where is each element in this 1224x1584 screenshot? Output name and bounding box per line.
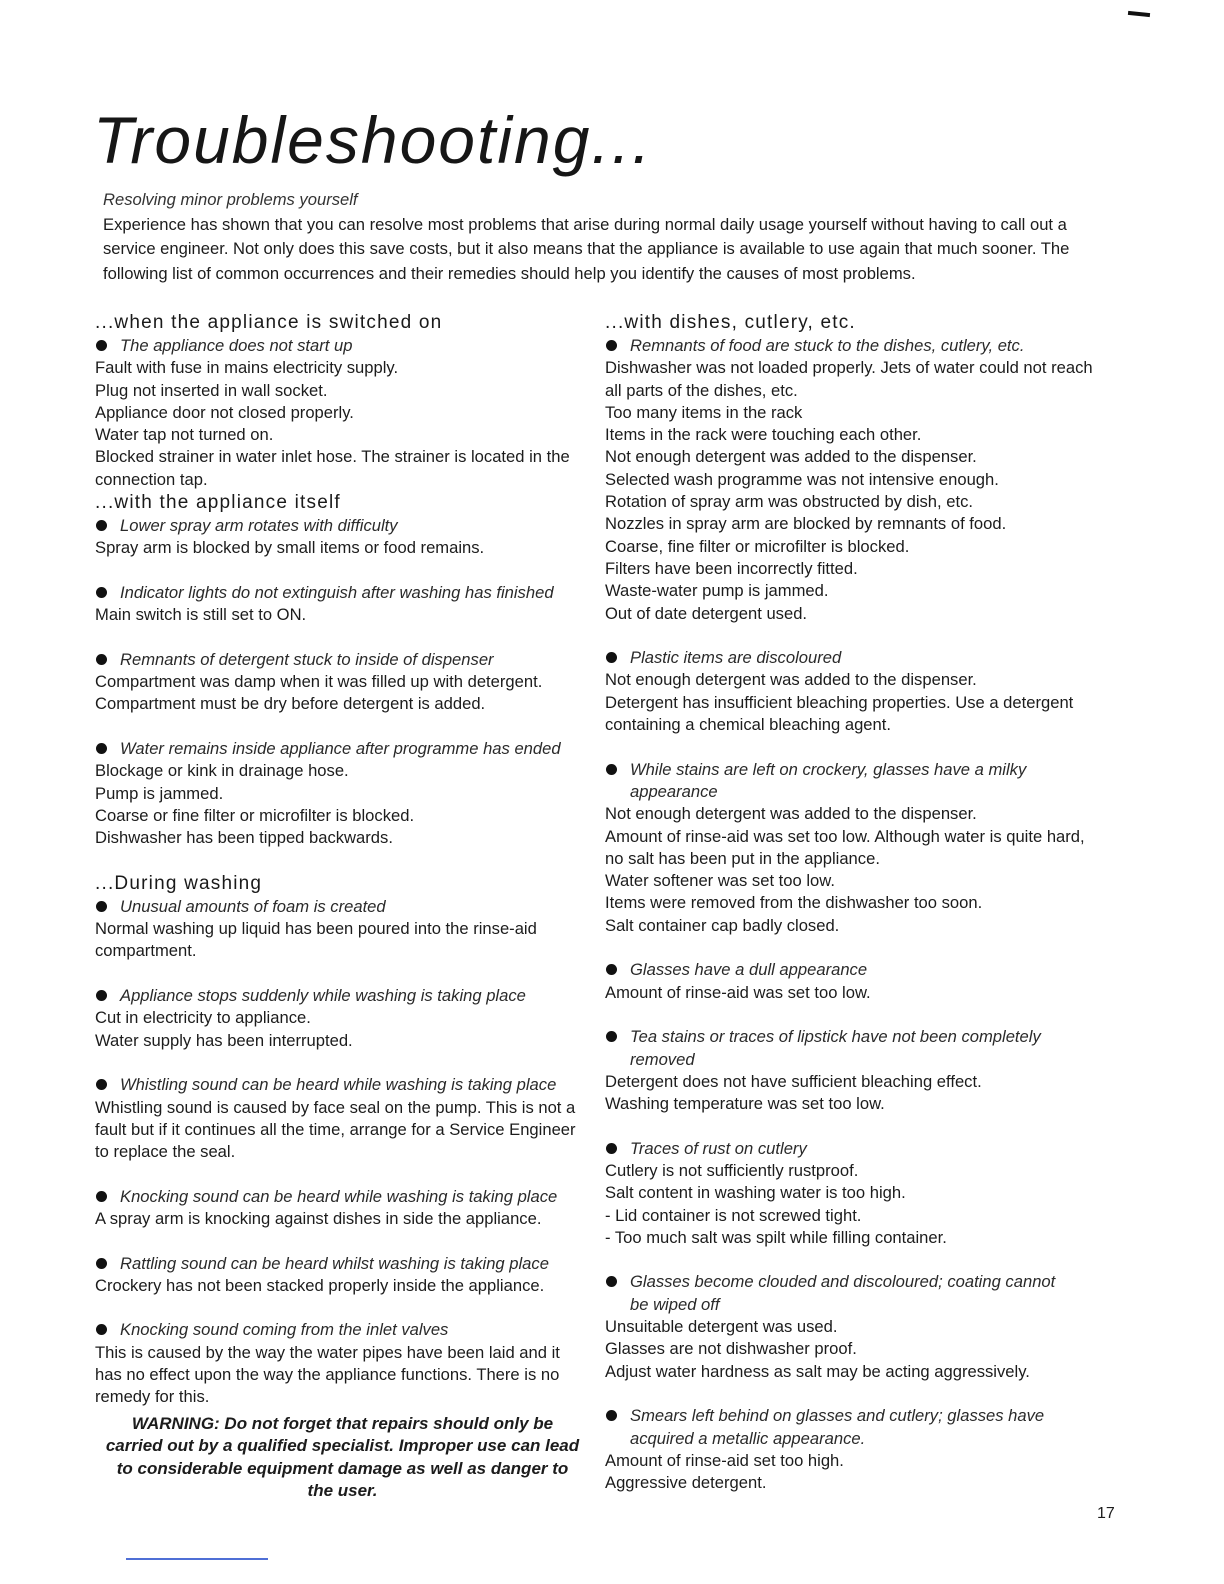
bullet-icon — [96, 654, 107, 665]
cause-line: Rotation of spray arm was obstructed by dish, etc. — [605, 492, 973, 512]
bullet-icon — [96, 1324, 107, 1335]
symptom — [605, 1405, 1100, 1450]
symptom-text: Water remains inside appliance after programme has ended — [120, 739, 561, 759]
bullet-icon — [606, 1143, 617, 1154]
cause-line: Cutlery is not sufficiently rustproof. — [605, 1160, 859, 1180]
intro — [103, 188, 1083, 286]
symptom-text: Rattling sound can be heard whilst washing is taking place — [120, 1253, 549, 1273]
symptom-text: Traces of rust on cutlery — [630, 1138, 807, 1158]
cause-line: Coarse or fine filter or microfilter is blocked. — [95, 805, 415, 825]
problem-item — [605, 1405, 1100, 1494]
cause-line: Compartment must be dry before detergent is added. — [95, 694, 486, 714]
cause-line: Not enough detergent was added to the dispenser. — [605, 804, 977, 824]
problem-item — [95, 1074, 590, 1163]
symptom-text: Lower spray arm rotates with difficulty — [120, 516, 398, 536]
cause-line: Appliance door not closed properly. — [95, 402, 354, 422]
symptom-line: Glasses become clouded and discoloured; coating cannot — [630, 1272, 1056, 1292]
cause-line: Selected wash programme was not intensive enough. — [605, 469, 999, 489]
symptom — [95, 1319, 590, 1341]
right-column — [605, 311, 1100, 1494]
symptom — [95, 1253, 590, 1275]
problem-item — [95, 582, 590, 627]
bullet-icon — [96, 1191, 107, 1202]
problem-item — [95, 1319, 590, 1408]
section-heading-during-washing: ...During washing — [95, 872, 263, 894]
cause-line: Fault with fuse in mains electricity supply. — [95, 358, 399, 378]
problem-item — [605, 759, 1100, 937]
symptom-text: Knocking sound can be heard while washing is taking place — [120, 1186, 558, 1206]
page-number: 17 — [1097, 1505, 1115, 1522]
symptom — [605, 759, 1100, 804]
symptom — [95, 335, 590, 357]
symptom-line: Smears left behind on glasses and cutlery; glasses have — [630, 1406, 1045, 1426]
cause-line: Glasses are not dishwasher proof. — [605, 1339, 857, 1359]
symptom — [605, 1138, 1100, 1160]
symptom — [605, 335, 1100, 357]
cause-line: Adjust water hardness as salt may be acting aggressively. — [605, 1361, 1030, 1381]
cause-line: Out of date detergent used. — [605, 603, 808, 623]
symptom-text: Indicator lights do not extinguish after washing has finished — [120, 582, 554, 602]
symptom-text: Knocking sound coming from the inlet valves — [120, 1320, 449, 1340]
symptom-text: Glasses have a dull appearance — [630, 960, 868, 980]
bullet-icon — [606, 964, 617, 975]
cause-line: Items in the rack were touching each other. — [605, 425, 922, 445]
symptom-line: acquired a metallic appearance. — [630, 1428, 866, 1448]
cause-line: Crockery has not been stacked properly inside the appliance. — [95, 1275, 545, 1295]
cause-line: Normal washing up liquid has been poured into the rinse-aid compartment. — [95, 919, 537, 961]
problem-item — [95, 649, 590, 716]
cause-line: Water tap not turned on. — [95, 425, 274, 445]
cause-line: Water softener was set too low. — [605, 871, 835, 891]
cause-line: Salt content in washing water is too high. — [605, 1183, 906, 1203]
cause-line: Plug not inserted in wall socket. — [95, 380, 328, 400]
cause-line: Coarse, fine filter or microfilter is blocked. — [605, 536, 910, 556]
symptom — [95, 1186, 590, 1208]
symptom-line: appearance — [630, 781, 718, 801]
cause-line: Whistling sound is caused by face seal on the pump. This is not a fault but if it continues all the time, arrange for a Service Engineer to replace the seal. — [95, 1097, 576, 1162]
warning-notice: WARNING: Do not forget that repairs should only be carried out by a qualified specialist. Improper use can lead to considerable equipment damage as well as danger to the user. — [105, 1413, 580, 1501]
cause-line: Blockage or kink in drainage hose. — [95, 761, 349, 781]
symptom-text: The appliance does not start up — [120, 336, 353, 355]
bullet-icon — [96, 587, 107, 598]
symptom — [605, 1026, 1100, 1071]
left-column — [95, 311, 590, 1503]
bottom-rule — [126, 1558, 268, 1560]
bullet-icon — [96, 990, 107, 1001]
bullet-icon — [96, 340, 107, 351]
problem-item — [605, 1138, 1100, 1249]
bullet-icon — [606, 1031, 617, 1042]
section-heading-dishes-cutlery: ...with dishes, cutlery, etc. — [605, 312, 856, 333]
bullet-icon — [606, 652, 617, 663]
cause-line: Amount of rinse-aid was set too low. — [605, 982, 871, 1002]
bullet-icon — [96, 520, 107, 531]
bullet-icon — [96, 901, 107, 912]
corner-mark — [1128, 11, 1150, 17]
cause-line: - Too much salt was spilt while filling container. — [605, 1227, 947, 1247]
cause-line: A spray arm is knocking against dishes in side the appliance. — [95, 1208, 542, 1228]
bullet-icon — [96, 1079, 107, 1090]
cause-line: Filters have been incorrectly fitted. — [605, 558, 858, 578]
page-title: Troubleshooting... — [93, 103, 653, 177]
symptom — [95, 649, 590, 671]
symptom-line: be wiped off — [630, 1294, 720, 1314]
symptom — [95, 738, 590, 760]
cause-line: Washing temperature was set too low. — [605, 1094, 885, 1114]
symptom — [95, 1074, 590, 1096]
section-heading-appliance-itself: ...with the appliance itself — [95, 492, 341, 514]
problem-item — [605, 959, 1100, 1004]
symptom-text: Remnants of food are stuck to the dishes, cutlery, etc. — [630, 336, 1025, 355]
cause-line: Pump is jammed. — [95, 783, 224, 803]
cause-line: Cut in electricity to appliance. — [95, 1008, 311, 1028]
intro-subheading: Resolving minor problems yourself — [103, 190, 358, 209]
symptom — [605, 647, 1100, 669]
symptom-text: Whistling sound can be heard while washing is taking place — [120, 1075, 557, 1095]
cause-line: Compartment was damp when it was filled up with detergent. — [95, 672, 543, 692]
bullet-icon — [606, 1276, 617, 1287]
cause-line: Amount of rinse-aid set too high. — [605, 1450, 844, 1470]
cause-line: Aggressive detergent. — [605, 1473, 767, 1493]
cause-line: Not enough detergent was added to the dispenser. — [605, 447, 977, 467]
bullet-icon — [96, 1258, 107, 1269]
problem-item — [605, 647, 1100, 736]
symptom — [95, 896, 590, 918]
symptom-text — [630, 1271, 1055, 1316]
symptom-text: Appliance stops suddenly while washing is taking place — [120, 986, 526, 1006]
problem-item — [95, 1186, 590, 1231]
symptom — [605, 1271, 1100, 1316]
symptom-line: removed — [630, 1049, 695, 1069]
symptom — [95, 985, 590, 1007]
cause-line: Dishwasher was not loaded properly. Jets of water could not reach all parts of the dishes, etc. — [605, 358, 1093, 400]
intro-text: Experience has shown that you can resolve most problems that arise during normal daily usage yourself without having to call out a service engineer. Not only does this save costs, but it also means that the appliance is available to use again that much sooner. The following list of common occurrences and their remedies should help you identify the causes of most problems. — [103, 214, 1070, 283]
cause-line: Detergent has insufficient bleaching properties. Use a detergent containing a chemical bleaching agent. — [605, 692, 1074, 735]
cause-line: Blocked strainer in water inlet hose. The strainer is located in the connection tap. — [95, 447, 570, 489]
cause-line: Not enough detergent was added to the dispenser. — [605, 670, 977, 690]
bullet-icon — [606, 764, 617, 775]
cause-line: Nozzles in spray arm are blocked by remnants of food. — [605, 514, 1007, 534]
cause-line: Items were removed from the dishwasher too soon. — [605, 893, 983, 913]
problem-item — [95, 335, 590, 491]
symptom-text: Unusual amounts of foam is created — [120, 896, 386, 916]
cause-line: - Lid container is not screwed tight. — [605, 1205, 862, 1225]
problem-item — [95, 738, 590, 849]
cause-line: Detergent does not have sufficient bleaching effect. — [605, 1071, 982, 1091]
symptom-text — [630, 759, 1026, 804]
symptom-text — [630, 1405, 1044, 1450]
cause-line: This is caused by the way the water pipes have been laid and it has no effect upon the way the appliance functions. There is no remedy for this. — [95, 1342, 560, 1407]
cause-line: Amount of rinse-aid was set too low. Although water is quite hard, no salt has been put in the appliance. — [605, 826, 1085, 868]
problem-item — [95, 985, 590, 1052]
cause-line: Waste-water pump is jammed. — [605, 581, 829, 601]
cause-line: Dishwasher has been tipped backwards. — [95, 828, 393, 848]
problem-item — [95, 1253, 590, 1298]
symptom-line: Tea stains or traces of lipstick have not been completely — [630, 1027, 1041, 1047]
bullet-icon — [606, 1410, 617, 1421]
symptom-line: While stains are left on crockery, glasses have a milky — [630, 759, 1027, 779]
symptom-text: Remnants of detergent stuck to inside of dispenser — [120, 649, 494, 669]
cause-line: Water supply has been interrupted. — [95, 1030, 353, 1050]
problem-item — [605, 1026, 1100, 1115]
symptom — [605, 959, 1100, 981]
symptom-text — [630, 1026, 1041, 1071]
section-heading-switched-on: ...when the appliance is switched on — [95, 312, 443, 333]
symptom-text: Plastic items are discoloured — [630, 648, 842, 668]
problem-item — [605, 335, 1100, 625]
problem-item — [95, 896, 590, 963]
problem-item — [605, 1271, 1100, 1382]
bullet-icon — [606, 340, 617, 351]
symptom — [95, 582, 590, 604]
cause-line: Unsuitable detergent was used. — [605, 1317, 838, 1337]
cause-line: Too many items in the rack — [605, 402, 803, 422]
bullet-icon — [96, 743, 107, 754]
cause-line: Main switch is still set to ON. — [95, 605, 307, 625]
problem-item — [95, 515, 590, 560]
symptom — [95, 515, 590, 537]
cause-line: Salt container cap badly closed. — [605, 915, 840, 935]
cause-line: Spray arm is blocked by small items or food remains. — [95, 538, 485, 558]
